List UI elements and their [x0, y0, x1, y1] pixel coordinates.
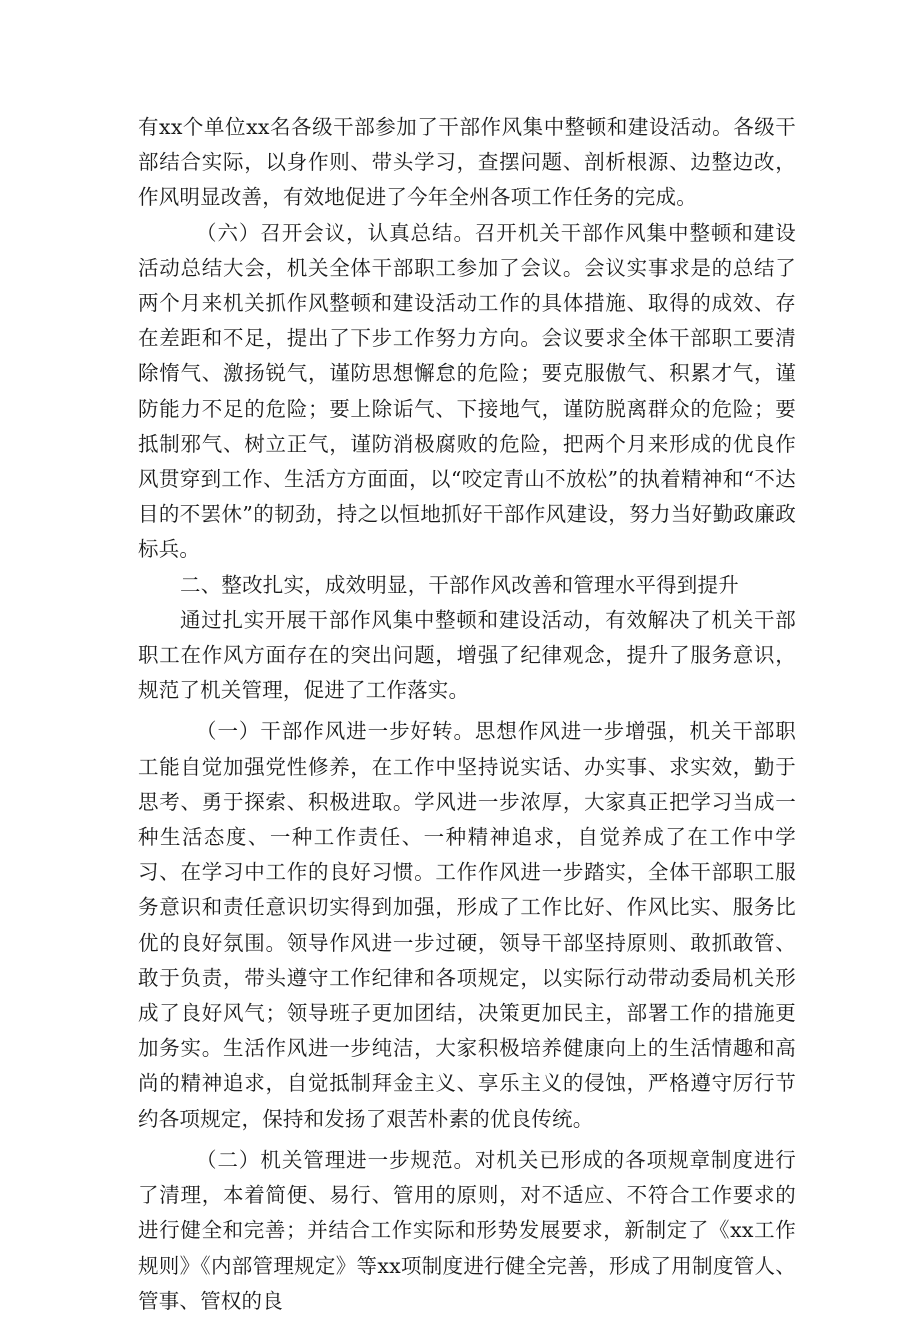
paragraph-continuation: 有xx个单位xx名各级干部参加了干部作风集中整顿和建设活动。各级干部结合实际，以身作则、带头学习，查摆问题、剖析根源、边整边改，作风明显改善，有效地促进了今年全州各项工作任务的完成。	[138, 115, 796, 210]
paragraph-section-six: （六）召开会议，认真总结。召开机关干部作风集中整顿和建设活动总结大会，机关全体干部职工参加了会议。会议实事求是的总结了两个月来机关抓作风整顿和建设活动工作的具体措施、取得的成效、存在差距和不足，提出了下步工作努力方向。会议要求全体干部职工要清除惰气、激扬锐气，谨防思想懈怠的危险；要克服傲气、积累才气，谨防能力不足的危险；要上除诟气、下接地气，谨防脱离群众的危险；要抵制邪气、树立正气，谨防消极腐败的危险，把两个月来形成的优良作风贯穿到工作、生活方方面面，以“咬定青山不放松”的执着精神和“不达目的不罢休”的韧劲，持之以恒地抓好干部作风建设，努力当好勤政廉政标兵。	[138, 220, 796, 562]
paragraph-section-intro: 通过扎实开展干部作风集中整顿和建设活动，有效解决了机关干部职工在作风方面存在的突出问题，增强了纪律观念，提升了服务意识，规范了机关管理，促进了工作落实。	[138, 607, 796, 703]
paragraph-section-one: （一）干部作风进一步好转。思想作风进一步增强，机关干部职工能自觉加强党性修养，在工作中坚持说实话、办实事、求实效，勤于思考、勇于探索、积极进取。学风进一步浓厚，大家真正把学习当成一种生活态度、一种工作责任、一种精神追求，自觉养成了在工作中学习、在学习中工作的良好习惯。工作作风进一步踏实，全体干部职工服务意识和责任意识切实得到加强，形成了工作比好、作风比实、服务比优的良好氛围。领导作风进一步过硬，领导干部坚持原则、敢抓敢管、敢于负责，带头遵守工作纪律和各项规定，以实际行动带动委局机关形成了良好风气；领导班子更加团结，决策更加民主，部署工作的措施更加务实。生活作风进一步纯洁，大家积极培养健康向上的生活情趣和高尚的精神追求，自觉抵制拜金主义、享乐主义的侵蚀，严格遵守厉行节约各项规定，保持和发扬了艰苦朴素的优良传统。	[138, 719, 796, 1131]
document-body	[138, 110, 796, 1319]
section-heading-two: 二、整改扎实，成效明显，干部作风改善和管理水平得到提升	[180, 572, 739, 597]
paragraph-section-two: （二）机关管理进一步规范。对机关已形成的各项规章制度进行了清理，本着简便、易行、管用的原则，对不适应、不符合工作要求的进行健全和完善；并结合工作实际和形势发展要求，新制定了《xx工作规则》《内部管理规定》等xx项制度进行健全完善，形成了用制度管人、管事、管权的良	[138, 1147, 796, 1313]
